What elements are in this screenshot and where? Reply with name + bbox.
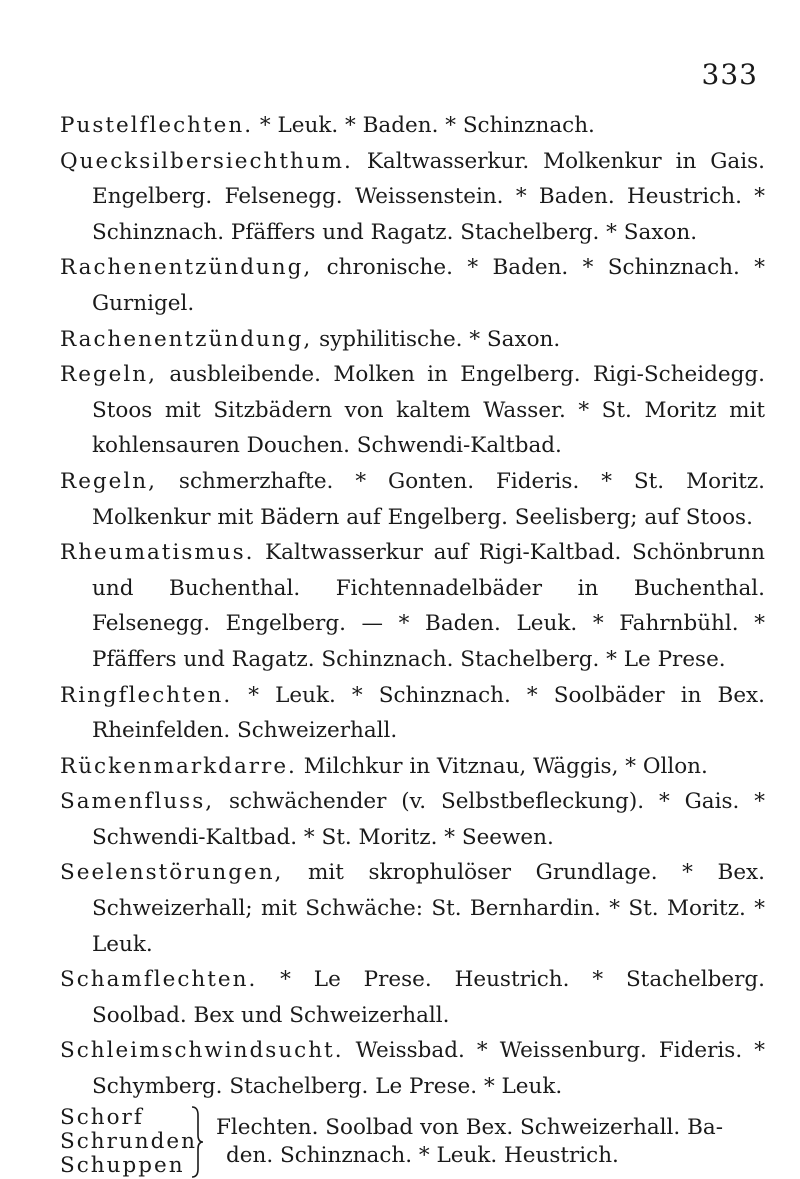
entry-text: Milchkur in Vitznau, Wäggis, * Ollon. xyxy=(296,753,708,779)
grouped-entry xyxy=(60,1105,765,1179)
index-entry xyxy=(60,250,765,321)
index-entry xyxy=(60,322,765,358)
index-entry xyxy=(60,749,765,785)
entry-term: Quecksilbersiechthum. xyxy=(60,148,353,174)
group-term: Schuppen xyxy=(60,1152,185,1178)
entry-term: Schamflechten. xyxy=(60,967,258,993)
group-text-line: Flechten. Soolbad von Bex. Schweizerhall. Ba- xyxy=(216,1114,723,1140)
curly-brace-icon xyxy=(190,1105,204,1179)
entry-term: Ringflechten. xyxy=(60,682,233,708)
entry-text: mit skrophulöser Grundlage. * Bex. Schweizerhall; mit Schwäche: St. Bernhardin. * St. Moritz. * Leuk. xyxy=(92,860,765,957)
page-number: 333 xyxy=(701,58,758,91)
index-entry xyxy=(60,535,765,677)
index-entry xyxy=(60,144,765,251)
entry-term: Samenfluss, xyxy=(60,789,215,815)
index-entry xyxy=(60,855,765,962)
index-content xyxy=(60,108,765,1179)
index-entry xyxy=(60,962,765,1033)
entry-text: * Leuk. * Baden. * Schinznach. xyxy=(253,113,595,138)
entry-text: Kaltwasserkur. Molkenkur in Gais. Engelberg. Felsenegg. Weissenstein. * Baden. Heustrich. * Schinznach. Pfäffers und Ragatz. Stachelberg. * Saxon. xyxy=(92,148,765,245)
entry-term: Schleimschwindsucht. xyxy=(60,1038,344,1064)
entry-term: Regeln, xyxy=(60,468,157,494)
index-entry xyxy=(60,464,765,535)
entry-term: Rachenentzündung, xyxy=(60,255,313,281)
index-entry xyxy=(60,1033,765,1104)
index-entry xyxy=(60,678,765,749)
entry-term: Seelenstörungen, xyxy=(60,860,284,886)
index-entry xyxy=(60,784,765,855)
entry-text: * Leuk. * Schinznach. * Soolbäder in Bex. Rheinfelden. Schweizerhall. xyxy=(92,682,765,744)
entry-term: Pustelflechten. xyxy=(60,113,254,138)
entry-term: Regeln, xyxy=(60,362,157,388)
entry-text: * Le Prese. Heustrich. * Stachelberg. Soolbad. Bex und Schweizerhall. xyxy=(92,967,765,1028)
entry-term: Rückenmarkdarre. xyxy=(60,753,297,779)
index-entry xyxy=(60,357,765,464)
entry-text: schwächender (v. Selbstbefleckung). * Gais. * Schwendi-Kaltbad. * St. Moritz. * Seewen. xyxy=(92,789,765,850)
entry-text: syphilitische. * Saxon. xyxy=(312,326,561,352)
entry-text: schmerzhafte. * Gonten. Fideris. * St. Moritz. Molkenkur mit Bädern auf Engelberg. Seelisberg; auf Stoos. xyxy=(92,468,765,530)
grouped-terms xyxy=(60,1104,197,1178)
entry-text: ausbleibende. Molken in Engelberg. Rigi-Scheidegg. Stoos mit Sitzbädern von kaltem Wasser. * St. Moritz mit kohlensauren Douchen. Schwendi-Kaltbad. xyxy=(92,362,765,459)
entry-text: Kaltwasserkur auf Rigi-Kaltbad. Schönbrunn und Buchenthal. Fichtennadelbäder in Buchenthal. Felsenegg. Engelberg. — * Baden. Leuk. * Fahrnbühl. * Pfäffers und Ragatz. Schinznach. Stachelberg. * Le Prese. xyxy=(92,540,765,672)
entry-term: Rheumatismus. xyxy=(60,540,255,566)
entry-text: chronische. * Baden. * Schinznach. * Gurnigel. xyxy=(92,255,765,316)
group-term: Schrunden xyxy=(60,1128,197,1154)
grouped-text xyxy=(214,1114,765,1170)
entry-term: Rachenentzündung, xyxy=(60,326,313,352)
index-entry xyxy=(60,108,765,144)
group-term: Schorf xyxy=(60,1104,144,1130)
entry-text: Weissbad. * Weissenburg. Fideris. * Schymberg. Stachelberg. Le Prese. * Leuk. xyxy=(92,1038,765,1100)
group-text-line: den. Schinznach. * Leuk. Heustrich. xyxy=(226,1142,619,1168)
